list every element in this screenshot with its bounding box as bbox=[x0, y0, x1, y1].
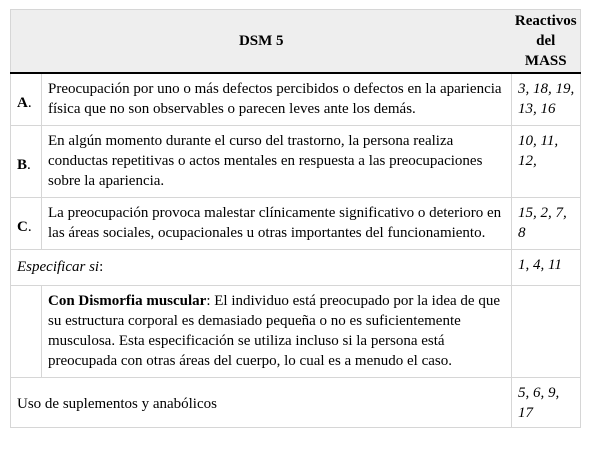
criterion-letter-text: B bbox=[17, 156, 28, 173]
criterion-letter-dot: . bbox=[27, 218, 32, 235]
mass-items: 15, 2, 7, 8 bbox=[512, 198, 581, 250]
header-mass-line3: MASS bbox=[524, 53, 567, 69]
criterion-letter-dot: . bbox=[27, 156, 31, 173]
criterion-letter-dot: . bbox=[27, 94, 32, 111]
criterion-letter-text: C bbox=[17, 218, 28, 235]
muscle-dysmorphia-text: : El individuo está preocupado por la idea de que su estructura corporal es demasiado pequeña o no es suficientemente musculosa. Esta especificación se utiliza incluso si la persona está preocupada con otras áreas del cuerpo, lo cual es a menudo el caso. bbox=[48, 293, 500, 369]
criterion-letter bbox=[11, 73, 42, 126]
criterion-text: La preocupación provoca malestar clínicamente significativo o deterioro en las áreas sociales, ocupacionales u otras importantes del funcionamiento. bbox=[42, 198, 512, 250]
table-row bbox=[11, 250, 581, 286]
table-row bbox=[11, 73, 581, 126]
criterion-text: Preocupación por uno o más defectos percibidos o defectos en la apariencia física que no son observables o parecen leves ante los demás. bbox=[42, 73, 512, 126]
muscle-dysmorphia-cell bbox=[42, 286, 512, 378]
muscle-dysmorphia-title: Con Dismorfia muscular bbox=[48, 293, 207, 309]
mass-items: 1, 4, 11 bbox=[512, 250, 581, 286]
dsm-mass-table bbox=[10, 9, 581, 428]
mass-items: 5, 6, 9, 17 bbox=[512, 378, 581, 428]
specify-label: Especificar si bbox=[17, 259, 100, 275]
mass-items-empty bbox=[512, 286, 581, 378]
criterion-letter-text: A bbox=[17, 94, 28, 111]
mass-items: 3, 18, 19, 13, 16 bbox=[512, 73, 581, 126]
criterion-text: En algún momento durante el curso del trastorno, la persona realiza conductas repetitivas o actos mentales en respuesta a las preocupaciones sobre la apariencia. bbox=[42, 126, 512, 198]
header-row bbox=[11, 10, 581, 74]
criterion-letter bbox=[11, 198, 42, 250]
header-mass-line1: Reactivos bbox=[514, 13, 577, 29]
header-mass-line2: del bbox=[536, 33, 556, 49]
table-row bbox=[11, 198, 581, 250]
criterion-letter bbox=[11, 126, 42, 198]
table-row bbox=[11, 126, 581, 198]
table-row bbox=[11, 286, 581, 378]
supplements-cell: Uso de suplementos y anabólicos bbox=[11, 378, 512, 428]
specify-cell bbox=[11, 250, 512, 286]
header-dsm: DSM 5 bbox=[11, 10, 512, 74]
header-mass bbox=[512, 10, 581, 74]
empty-cell bbox=[11, 286, 42, 378]
specify-colon: : bbox=[99, 259, 104, 275]
mass-items: 10, 11, 12, bbox=[512, 126, 581, 198]
table-row bbox=[11, 378, 581, 428]
